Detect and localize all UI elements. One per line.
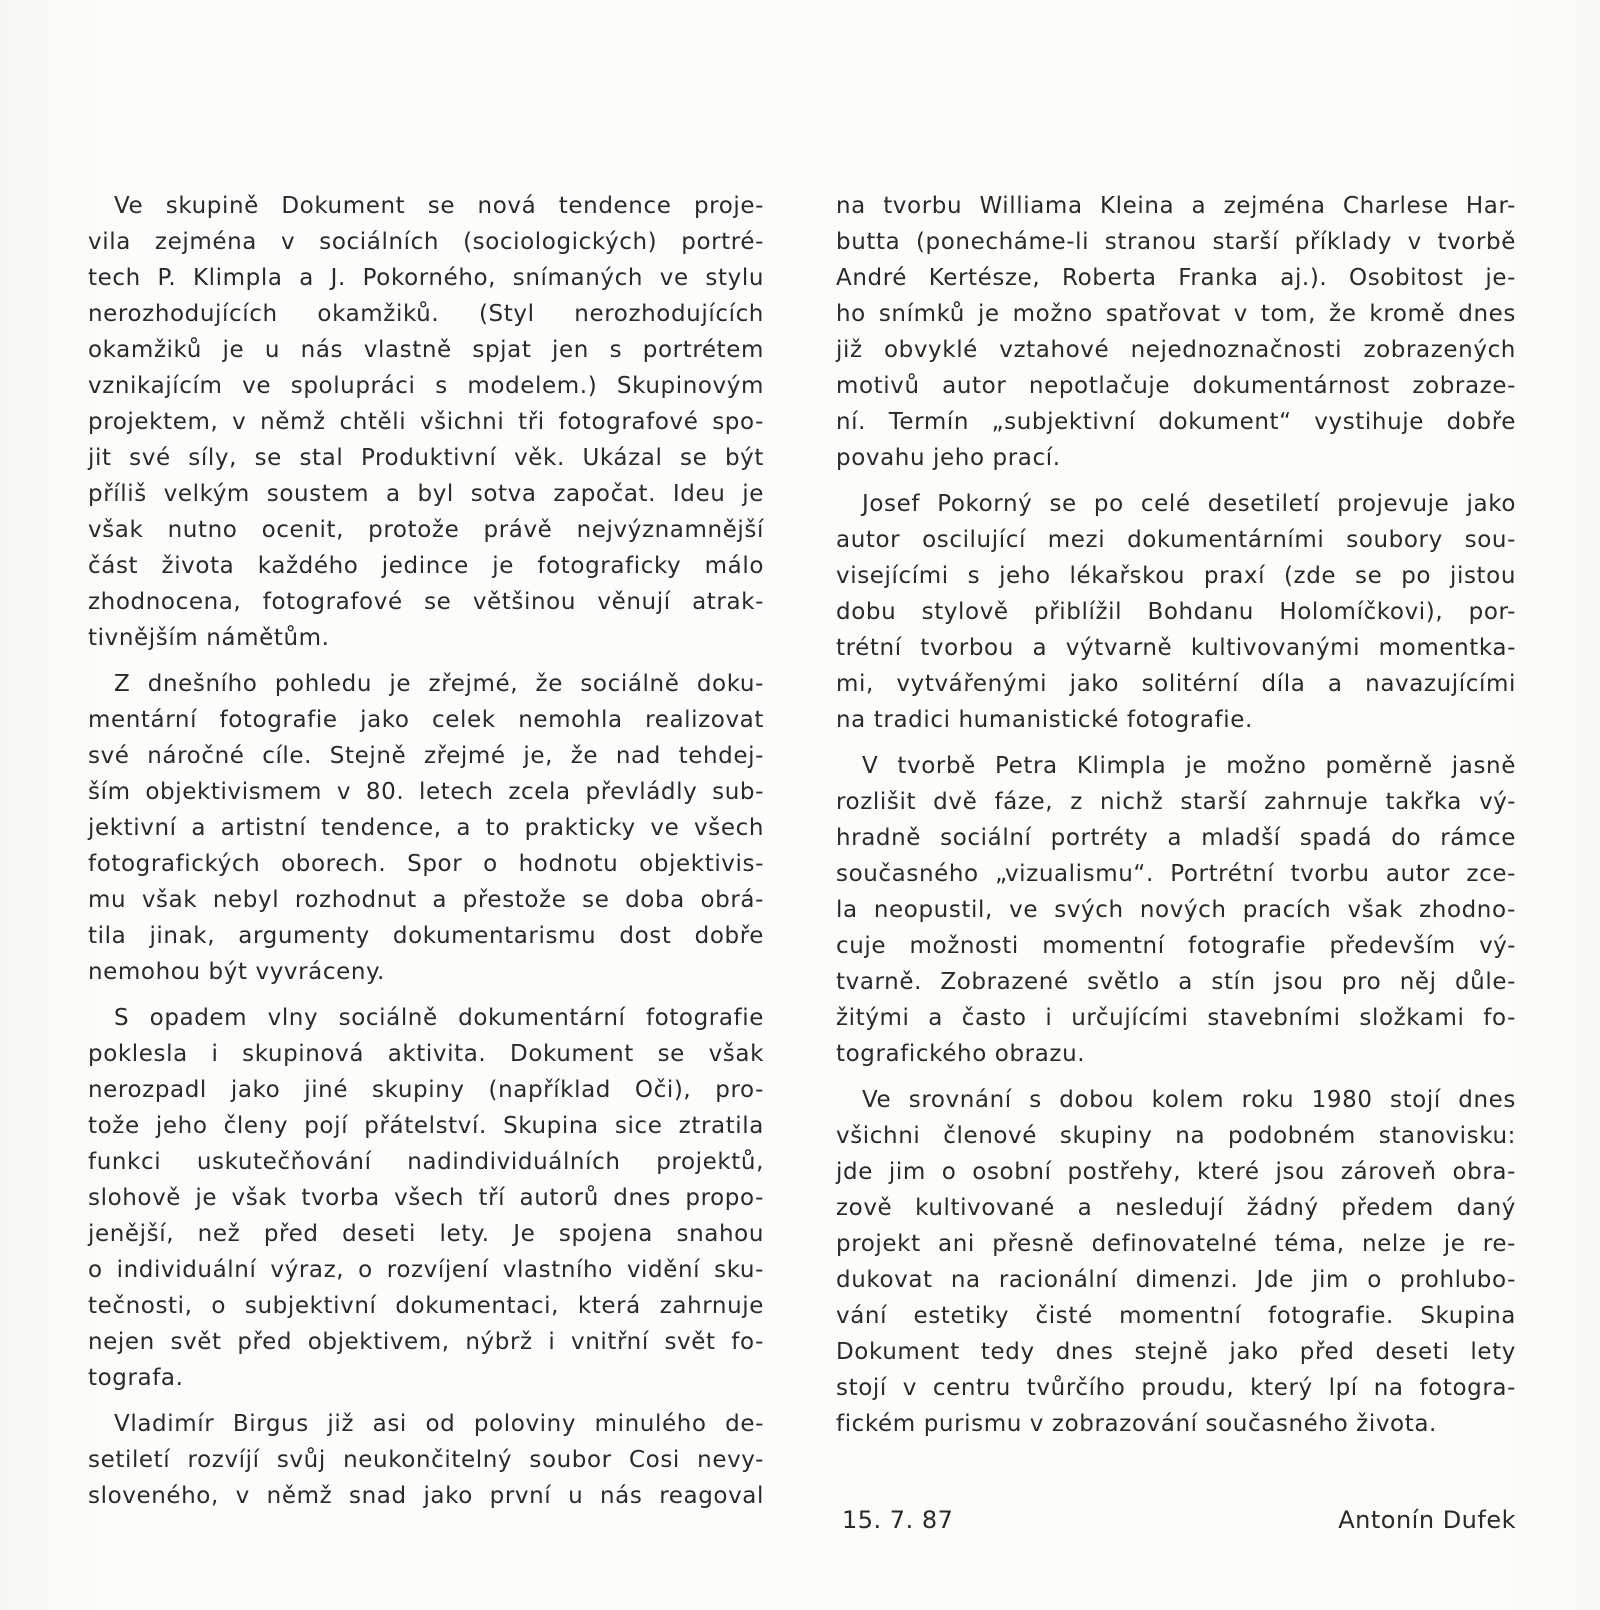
text-line: příliš velkým soustem a byl sotva započat. Ideu je: [88, 481, 764, 507]
text-line: tila jinak, argumenty dokumentarismu dost dobře: [88, 923, 764, 949]
text-line: nerozpadl jako jiné skupiny (například Oči), pro-: [88, 1077, 764, 1103]
text-line: jektivní a artistní tendence, a to prakticky ve všech: [88, 815, 764, 841]
right-column: [836, 188, 1516, 1452]
text-line: projekt ani přesně definovatelné téma, nelze je re-: [836, 1231, 1516, 1257]
paragraph: [836, 1082, 1516, 1442]
text-line: projektem, v němž chtěli všichni tři fotografové spo-: [88, 409, 764, 435]
text-line: nemohou být vyvráceny.: [88, 959, 385, 985]
text-line: V tvorbě Petra Klimpla je možno poměrně jasně: [862, 753, 1516, 779]
text-line: ho snímků je možno spatřovat v tom, že kromě dnes: [836, 301, 1516, 327]
signoff-author: Antonín Dufek: [1338, 1506, 1516, 1534]
text-line: vila zejména v sociálních (sociologických) portré-: [88, 229, 764, 255]
text-line: část života každého jedince je fotograficky málo: [88, 553, 764, 579]
text-line: jde jim o osobní postřehy, které jsou zároveň obra-: [836, 1159, 1516, 1185]
text-line: o individuální výraz, o rozvíjení vlastního vidění sku-: [88, 1257, 764, 1283]
text-line: na tvorbu Williama Kleina a zejména Charlese Har-: [836, 193, 1516, 219]
paragraph: [88, 1000, 764, 1396]
paragraph: [88, 666, 764, 990]
text-line: mentární fotografie jako celek nemohla realizovat: [88, 707, 764, 733]
text-line: vznikajícím ve spolupráci s modelem.) Skupinovým: [88, 373, 764, 399]
text-line: poklesla i skupinová aktivita. Dokument se však: [88, 1041, 764, 1067]
text-line: mu však nebyl rozhodnut a přestože se doba obrá-: [88, 887, 764, 913]
text-line: již obvyklé vztahové nejednoznačnosti zobrazených: [836, 337, 1516, 363]
signoff-date: 15. 7. 87: [842, 1506, 954, 1534]
text-line: ní. Termín „subjektivní dokument“ vystihuje dobře: [836, 409, 1516, 435]
text-line: jenější, než před deseti lety. Je spojena snahou: [88, 1221, 764, 1247]
text-line: hradně sociální portréty a mladší spadá do rámce: [836, 825, 1516, 851]
text-line: nejen svět před objektivem, nýbrž i vnitřní svět fo-: [88, 1329, 764, 1355]
text-line: Vladimír Birgus již asi od poloviny minulého de-: [114, 1411, 764, 1437]
text-line: S opadem vlny sociálně dokumentární fotografie: [114, 1005, 764, 1031]
text-line: tografického obrazu.: [836, 1041, 1086, 1067]
text-line: butta (ponecháme-li stranou starší příklady v tvorbě: [836, 229, 1516, 255]
text-line: sloveného, v němž snad jako první u nás reagoval: [88, 1483, 764, 1509]
text-line: vání estetiky čisté momentní fotografie. Skupina: [836, 1303, 1516, 1329]
text-line: visejícími s jeho lékařskou praxí (zde se po jistou: [836, 563, 1516, 589]
text-line: funkci uskutečňování nadindividuálních projektů,: [88, 1149, 764, 1175]
text-line: všichni členové skupiny na podobném stanovisku:: [836, 1123, 1516, 1149]
text-line: žitými a často i určujícími stavebními složkami fo-: [836, 1005, 1516, 1031]
text-line: ším objektivismem v 80. letech zcela převládly sub-: [88, 779, 764, 805]
text-line: setiletí rozvíjí svůj neukončitelný soubor Cosi nevy-: [88, 1447, 764, 1473]
text-line: tivnějším námětům.: [88, 625, 330, 651]
text-line: trétní tvorbou a výtvarně kultivovanými momentka-: [836, 635, 1516, 661]
text-line: okamžiků je u nás vlastně spjat jen s portrétem: [88, 337, 764, 363]
text-line: na tradici humanistické fotografie.: [836, 707, 1253, 733]
text-line: André Kertésze, Roberta Franka aj.). Osobitost je-: [836, 265, 1516, 291]
text-line: motivů autor nepotlačuje dokumentárnost zobraze-: [836, 373, 1516, 399]
text-line: Ve skupině Dokument se nová tendence proje-: [114, 193, 764, 219]
text-line: jit své síly, se stal Produktivní věk. Ukázal se být: [88, 445, 764, 471]
text-line: autor oscilující mezi dokumentárními soubory sou-: [836, 527, 1516, 553]
text-line: mi, vytvářenými jako solitérní díla a navazujícími: [836, 671, 1516, 697]
text-line: své náročné cíle. Stejně zřejmé je, že nad tehdej-: [88, 743, 764, 769]
text-line: fotografických oborech. Spor o hodnotu objektivis-: [88, 851, 764, 877]
text-line: Ve srovnání s dobou kolem roku 1980 stojí dnes: [862, 1087, 1516, 1113]
text-line: dobu stylově přiblížil Bohdanu Holomíčkovi), por-: [836, 599, 1516, 625]
text-line: tech P. Klimpla a J. Pokorného, snímaných ve stylu: [88, 265, 764, 291]
paragraph: [836, 748, 1516, 1072]
signoff: [836, 1500, 1516, 1540]
text-line: dukovat na racionální dimenzi. Jde jim o prohlubo-: [836, 1267, 1516, 1293]
text-line: zhodnocena, fotografové se většinou věnují atrak-: [88, 589, 764, 615]
text-line: cuje možnosti momentní fotografie především vý-: [836, 933, 1516, 959]
text-line: zově kultivované a nesledují žádný předem daný: [836, 1195, 1516, 1221]
text-line: tografa.: [88, 1365, 184, 1391]
left-column: [88, 188, 764, 1524]
paragraph: [88, 1406, 764, 1514]
text-line: tečnosti, o subjektivní dokumentaci, která zahrnuje: [88, 1293, 764, 1319]
paragraph: [836, 486, 1516, 738]
text-line: Dokument tedy dnes stejně jako před deseti lety: [836, 1339, 1516, 1365]
text-line: Josef Pokorný se po celé desetiletí projevuje jako: [862, 491, 1516, 517]
text-line: povahu jeho prací.: [836, 445, 1061, 471]
paragraph: [88, 188, 764, 656]
text-line: la neopustil, ve svých nových pracích však zhodno-: [836, 897, 1516, 923]
text-line: nerozhodujících okamžiků. (Styl nerozhodujících: [88, 301, 764, 327]
text-line: slohově je však tvorba všech tří autorů dnes propo-: [88, 1185, 764, 1211]
text-line: Z dnešního pohledu je zřejmé, že sociálně doku-: [114, 671, 764, 697]
text-line: však nutno ocenit, protože právě nejvýznamnější: [88, 517, 764, 543]
text-line: fickém purismu v zobrazování současného života.: [836, 1411, 1437, 1437]
text-line: současného „vizualismu“. Portrétní tvorbu autor zce-: [836, 861, 1516, 887]
text-line: tvarně. Zobrazené světlo a stín jsou pro něj důle-: [836, 969, 1516, 995]
text-line: rozlišit dvě fáze, z nichž starší zahrnuje takřka vý-: [836, 789, 1516, 815]
text-line: tože jeho členy pojí přátelství. Skupina sice ztratila: [88, 1113, 764, 1139]
paragraph: [836, 188, 1516, 476]
text-line: stojí v centru tvůrčího proudu, který lpí na fotogra-: [836, 1375, 1516, 1401]
